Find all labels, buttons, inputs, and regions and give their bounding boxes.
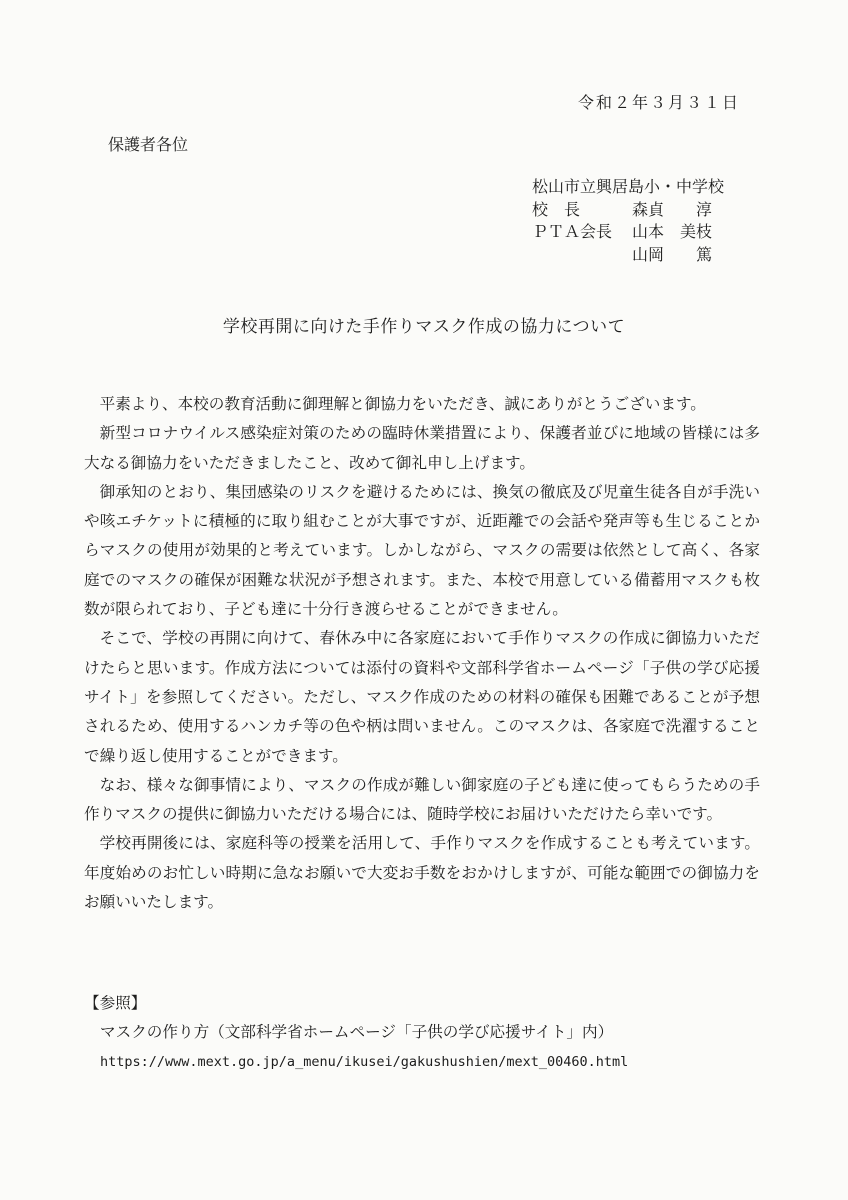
sender-pta-2 [532,244,724,267]
sender-pta [532,221,724,244]
sender-principal [532,199,724,222]
principal-role: 校 長 [531,199,580,219]
addressee: 保護者各位 [108,135,189,154]
body-paragraph-5: なお、様々な御事情により、マスクの作成が難しい御家庭の子ども達に使ってもらうための手作りマスクの提供に御協力いただける場合には、随時学校にお届けいただけたら幸いです。 [84,775,760,824]
body-paragraph-6: 学校再開後には、家庭科等の授業を活用して、手作りマスクを作成することも考えています。年度始めのお忙しい時期に急なお願いで大変お手数をおかけしますが、可能な範囲での御協力をお願いいたします。 [84,834,760,912]
issue-date: 令和２年３月３１日 [577,93,740,112]
reference-section [84,989,628,1077]
sender-organization: 松山市立興居島小・中学校 [531,177,724,196]
body-paragraph-4: そこで、学校の再開に向けて、春休み中に各家庭において手作りマスクの作成に御協力いただけたらと思います。作成方法については添付の資料や文部科学省ホームページ「子供の学び応援サイト」を参照してください。ただし、マスク作成のための材料の確保も困難であることが予想されるため、使用するハンカチ等の色や柄は問いません。このマスクは、各家庭で洗濯することで繰り返し使用することができます。 [84,629,760,765]
document-title: 学校再開に向けた手作りマスク作成の協力について [222,317,626,337]
reference-url: https://www.mext.go.jp/a_menu/ikusei/gakushushien/mext_00460.html [100,1053,629,1070]
pta-name-2: 山岡 篤 [631,244,712,264]
body-paragraph-2: 新型コロナウイルス感染症対策のための臨時休業措置により、保護者並びに地域の皆様には多大なる御協力をいただきましたこと、改めて御礼申し上げます。 [84,424,760,472]
pta-role-spacer [532,244,632,267]
body-paragraph-3: 御承知のとおり、集団感染のリスクを避けるためには、換気の徹底及び児童生徒各自が手洗いや咳エチケットに積極的に取り組むことが大事ですが、近距離での会話や発声等も生じることからマスクの使用が効果的と考えています。しかしながら、マスクの需要は依然として高く、各家庭でのマスクの確保が困難な状況が予想されます。また、本校で用意している備蓄用マスクも枚数が限られており、子ども達に十分行き渡らせることができません。 [84,482,760,619]
pta-role: ＰＴＡ会長 [531,222,612,241]
reference-heading: 【参照】 [84,994,147,1012]
sender-block [532,176,724,266]
document-body [84,390,760,917]
body-paragraph-1: 平素より、本校の教育活動に御理解と御協力をいただき、誠にありがとうございます。 [99,395,706,413]
principal-name: 森貞 淳 [631,199,712,219]
reference-item: マスクの作り方（文部科学省ホームページ「子供の学び応援サイト」内） [100,1023,614,1042]
pta-name-1: 山本 美枝 [631,222,712,241]
